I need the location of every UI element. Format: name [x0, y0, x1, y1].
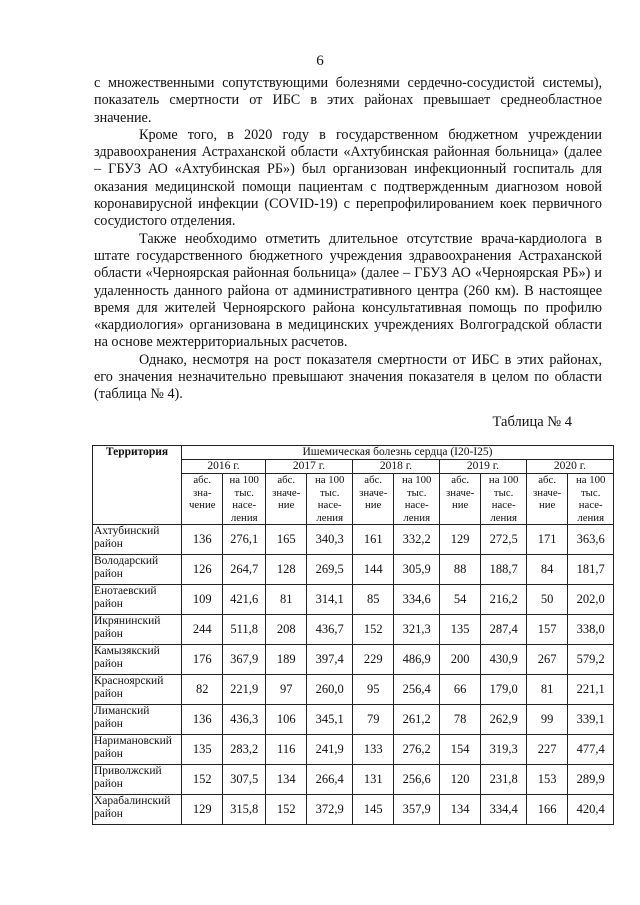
value-cell: 267: [526, 645, 567, 675]
value-cell: 208: [265, 615, 306, 645]
year-header: 2019 г.: [439, 460, 526, 474]
value-cell: 332,2: [394, 525, 440, 555]
value-cell: 154: [439, 735, 480, 765]
value-cell: 262,9: [481, 705, 527, 735]
value-cell: 166: [526, 795, 567, 825]
table-row: [93, 735, 614, 765]
value-cell: 129: [182, 795, 223, 825]
value-cell: 216,2: [481, 585, 527, 615]
table-row: [93, 615, 614, 645]
table-row: [93, 585, 614, 615]
per-100k-header: на 100 тыс. насе-ления: [223, 474, 265, 525]
value-cell: 161: [352, 525, 393, 555]
table-row: [93, 555, 614, 585]
territory-cell: Икрянинский район: [93, 615, 182, 645]
value-cell: 84: [526, 555, 567, 585]
territory-cell: Володарский район: [93, 555, 182, 585]
value-cell: 200: [439, 645, 480, 675]
value-cell: 116: [265, 735, 306, 765]
value-cell: 477,4: [568, 735, 614, 765]
value-cell: 189: [265, 645, 306, 675]
territory-cell: Лиманский район: [93, 705, 182, 735]
value-cell: 134: [265, 765, 306, 795]
value-cell: 229: [352, 645, 393, 675]
value-cell: 486,9: [394, 645, 440, 675]
value-cell: 276,2: [394, 735, 440, 765]
per-100k-header: на 100 тыс. насе-ления: [481, 474, 527, 525]
abs-value-header: абс. значе-ние: [265, 474, 306, 525]
value-cell: 266,4: [307, 765, 353, 795]
value-cell: 131: [352, 765, 393, 795]
value-cell: 78: [439, 705, 480, 735]
paragraph-2: Кроме того, в 2020 году в государственном бюджетном учреждении здравоохранения Астраханской области «Ахтубинская районная больница» (далее – ГБУЗ АО «Ахтубинская РБ») был организован инфекционный госпиталь для оказания медицинской помощи пациентам с подтвержденным диагнозом новой коронавирусной инфекции (COVID-19) с перепрофилированием коек первичного сосудистого отделения.: [94, 126, 602, 230]
table-row: [93, 705, 614, 735]
paragraph-3: Также необходимо отметить длительное отсутствие врача-кардиолога в штате государственного бюджетного учреждения здравоохранения Астраханской области «Черноярская районная больница» (далее – ГБУЗ АО «Черноярская РБ») и удаленность данного района от административного центра (260 км). В настоящее время для жителей Черноярского района консультативная помощь по профилю «кардиология» организована в медицинских учреждениях Волгоградской области на основе межтерриториальных расчетов.: [94, 230, 602, 351]
value-cell: 372,9: [307, 795, 353, 825]
territory-cell: Ахтубинский район: [93, 525, 182, 555]
value-cell: 221,1: [568, 675, 614, 705]
value-cell: 276,1: [223, 525, 265, 555]
value-cell: 153: [526, 765, 567, 795]
value-cell: 136: [182, 705, 223, 735]
value-cell: 152: [265, 795, 306, 825]
value-cell: 135: [439, 615, 480, 645]
value-cell: 430,9: [481, 645, 527, 675]
year-header: 2017 г.: [265, 460, 352, 474]
year-header: 2020 г.: [526, 460, 613, 474]
value-cell: 181,7: [568, 555, 614, 585]
value-cell: 95: [352, 675, 393, 705]
value-cell: 188,7: [481, 555, 527, 585]
territory-cell: Камызякский район: [93, 645, 182, 675]
value-cell: 88: [439, 555, 480, 585]
value-cell: 179,0: [481, 675, 527, 705]
abs-value-header: абс. зна-чение: [182, 474, 223, 525]
abs-value-header: абс. значе-ние: [352, 474, 393, 525]
value-cell: 136: [182, 525, 223, 555]
value-cell: 244: [182, 615, 223, 645]
mortality-table: [92, 445, 614, 825]
value-cell: 283,2: [223, 735, 265, 765]
value-cell: 157: [526, 615, 567, 645]
value-cell: 340,3: [307, 525, 353, 555]
value-cell: 81: [526, 675, 567, 705]
value-cell: 307,5: [223, 765, 265, 795]
value-cell: 305,9: [394, 555, 440, 585]
value-cell: 345,1: [307, 705, 353, 735]
abs-value-header: абс. значе-ние: [439, 474, 480, 525]
per-100k-header: на 100 тыс. насе-ления: [307, 474, 353, 525]
abs-value-header: абс. значе-ние: [526, 474, 567, 525]
value-cell: 120: [439, 765, 480, 795]
per-100k-header: на 100 тыс. насе-ления: [568, 474, 614, 525]
value-cell: 314,1: [307, 585, 353, 615]
value-cell: 82: [182, 675, 223, 705]
value-cell: 171: [526, 525, 567, 555]
value-cell: 241,9: [307, 735, 353, 765]
territory-cell: Енотаевский район: [93, 585, 182, 615]
value-cell: 334,6: [394, 585, 440, 615]
group-header: Ишемическая болезнь сердца (I20-I25): [182, 446, 614, 460]
value-cell: 511,8: [223, 615, 265, 645]
territory-header: Территория: [93, 446, 182, 525]
value-cell: 109: [182, 585, 223, 615]
value-cell: 421,6: [223, 585, 265, 615]
value-cell: 106: [265, 705, 306, 735]
table-row: [93, 675, 614, 705]
value-cell: 81: [265, 585, 306, 615]
value-cell: 289,9: [568, 765, 614, 795]
value-cell: 436,7: [307, 615, 353, 645]
value-cell: 176: [182, 645, 223, 675]
paragraph-1: с множественными сопутствующими болезнями сердечно-сосудистой системы), показатель смертности от ИБС в этих районах превышает среднеобластное значение.: [94, 75, 602, 126]
value-cell: 202,0: [568, 585, 614, 615]
value-cell: 231,8: [481, 765, 527, 795]
paragraph-4: Однако, несмотря на рост показателя смертности от ИБС в этих районах, его значения незначительно превышают значения показателя в целом по области (таблица № 4).: [94, 351, 602, 403]
value-cell: 357,9: [394, 795, 440, 825]
value-cell: 50: [526, 585, 567, 615]
value-cell: 145: [352, 795, 393, 825]
value-cell: 334,4: [481, 795, 527, 825]
table-caption: Таблица № 4: [492, 414, 572, 430]
value-cell: 134: [439, 795, 480, 825]
value-cell: 367,9: [223, 645, 265, 675]
table-body: [93, 525, 614, 825]
table-header-row-1: [93, 446, 614, 460]
table-row: [93, 795, 614, 825]
value-cell: 339,1: [568, 705, 614, 735]
value-cell: 319,3: [481, 735, 527, 765]
value-cell: 97: [265, 675, 306, 705]
value-cell: 256,4: [394, 675, 440, 705]
value-cell: 99: [526, 705, 567, 735]
value-cell: 54: [439, 585, 480, 615]
value-cell: 397,4: [307, 645, 353, 675]
value-cell: 144: [352, 555, 393, 585]
table-row: [93, 765, 614, 795]
value-cell: 256,6: [394, 765, 440, 795]
value-cell: 135: [182, 735, 223, 765]
value-cell: 227: [526, 735, 567, 765]
territory-cell: Наримановский район: [93, 735, 182, 765]
table-row: [93, 645, 614, 675]
value-cell: 260,0: [307, 675, 353, 705]
territory-cell: Харабалинский район: [93, 795, 182, 825]
value-cell: 261,2: [394, 705, 440, 735]
value-cell: 66: [439, 675, 480, 705]
territory-cell: Приволжский район: [93, 765, 182, 795]
value-cell: 287,4: [481, 615, 527, 645]
value-cell: 420,4: [568, 795, 614, 825]
value-cell: 129: [439, 525, 480, 555]
value-cell: 152: [182, 765, 223, 795]
year-header: 2016 г.: [182, 460, 266, 474]
value-cell: 579,2: [568, 645, 614, 675]
value-cell: 269,5: [307, 555, 353, 585]
value-cell: 272,5: [481, 525, 527, 555]
value-cell: 165: [265, 525, 306, 555]
year-header: 2018 г.: [352, 460, 439, 474]
value-cell: 363,6: [568, 525, 614, 555]
territory-cell: Красноярский район: [93, 675, 182, 705]
value-cell: 436,3: [223, 705, 265, 735]
page-number: 6: [316, 53, 324, 69]
value-cell: 321,3: [394, 615, 440, 645]
body-text: [94, 75, 602, 404]
value-cell: 338,0: [568, 615, 614, 645]
value-cell: 264,7: [223, 555, 265, 585]
value-cell: 133: [352, 735, 393, 765]
value-cell: 315,8: [223, 795, 265, 825]
value-cell: 221,9: [223, 675, 265, 705]
value-cell: 126: [182, 555, 223, 585]
value-cell: 152: [352, 615, 393, 645]
value-cell: 85: [352, 585, 393, 615]
table-row: [93, 525, 614, 555]
value-cell: 128: [265, 555, 306, 585]
per-100k-header: на 100 тыс. насе-ления: [394, 474, 440, 525]
value-cell: 79: [352, 705, 393, 735]
